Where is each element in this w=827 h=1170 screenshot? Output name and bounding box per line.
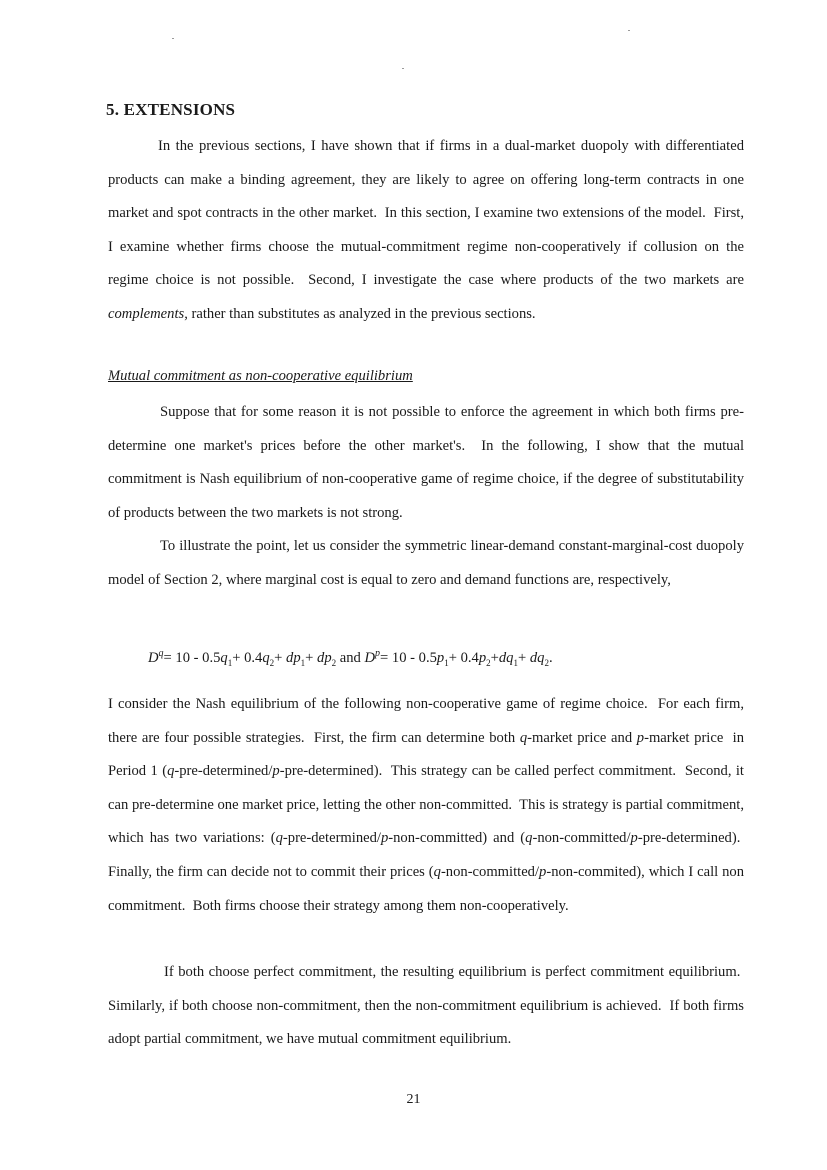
perfect-paragraph: If both choose perfect commitment, the resulting equilibrium is perfect commitment equilibrium. Similarly, if both choose non-commitment, then the non-commitment equilibrium is achieved. If both firms adopt partial commitment, we have mutual commitment equilibrium. <box>108 964 744 1048</box>
scan-speck <box>628 30 630 31</box>
illustrate-paragraph: To illustrate the point, let us consider the symmetric linear-demand constant-marginal-cost duopoly model of Section 2, where marginal cost is equal to zero and demand functions are, respectively, <box>108 538 744 588</box>
page-number: 21 <box>406 1092 421 1107</box>
intro-paragraph: In the previous sections, I have shown that if firms in a dual-market duopoly with differentiated products can make a binding agreement, they are likely to agree on offering long-term contracts in one market and spot contracts in the other market. In this section, I examine two extensions of the model. First, I examine whether firms choose the mutual-commitment regime non-cooperatively if collusion on the regime choice is not possible. Second, I investigate the case where products of the two markets are complements, rather than substitutes as analyzed in the previous sections. <box>108 138 744 322</box>
section-heading: 5. EXTENSIONS <box>106 100 236 119</box>
nash-paragraph: I consider the Nash equilibrium of the following non-cooperative game of regime choice. For each firm, there are four possible strategies. First, the firm can determine both q-market price and p-market price in Period 1 (q-pre-determined/p-pre-determined). This strategy can be called perfect commitment. Second, it can pre-determine one market price, letting the other non-committed. This is strategy is partial commitment, which has two variations: (q-pre-determined/p-non-committed) and (q-non-committed/p-pre-determined). Finally, the firm can decide not to commit their prices (q-non-committed/p-non-commited), which I call non commitment. Both firms choose their strategy among them non-cooperatively. <box>108 696 745 914</box>
suppose-paragraph: Suppose that for some reason it is not possible to enforce the agreement in which both firms pre-determine one market's prices before the other market's. In the following, I show that the mutual commitment is Nash equilibrium of non-cooperative game of regime choice, if the degree of substitutability of products between the two markets is not strong. <box>108 404 744 521</box>
scan-speck <box>172 38 174 39</box>
scan-speck <box>402 68 404 69</box>
demand-equation: $D^q= 10 - 0.5q_1+ 0.4q_2+ dp_1+ dp_2$ and $D^p= 10 - 0.5p_1+ 0.4p_2+dq_1+ dq_2$. <box>148 648 553 668</box>
subsection-heading: Mutual commitment as non-cooperative equilibrium <box>108 368 413 384</box>
